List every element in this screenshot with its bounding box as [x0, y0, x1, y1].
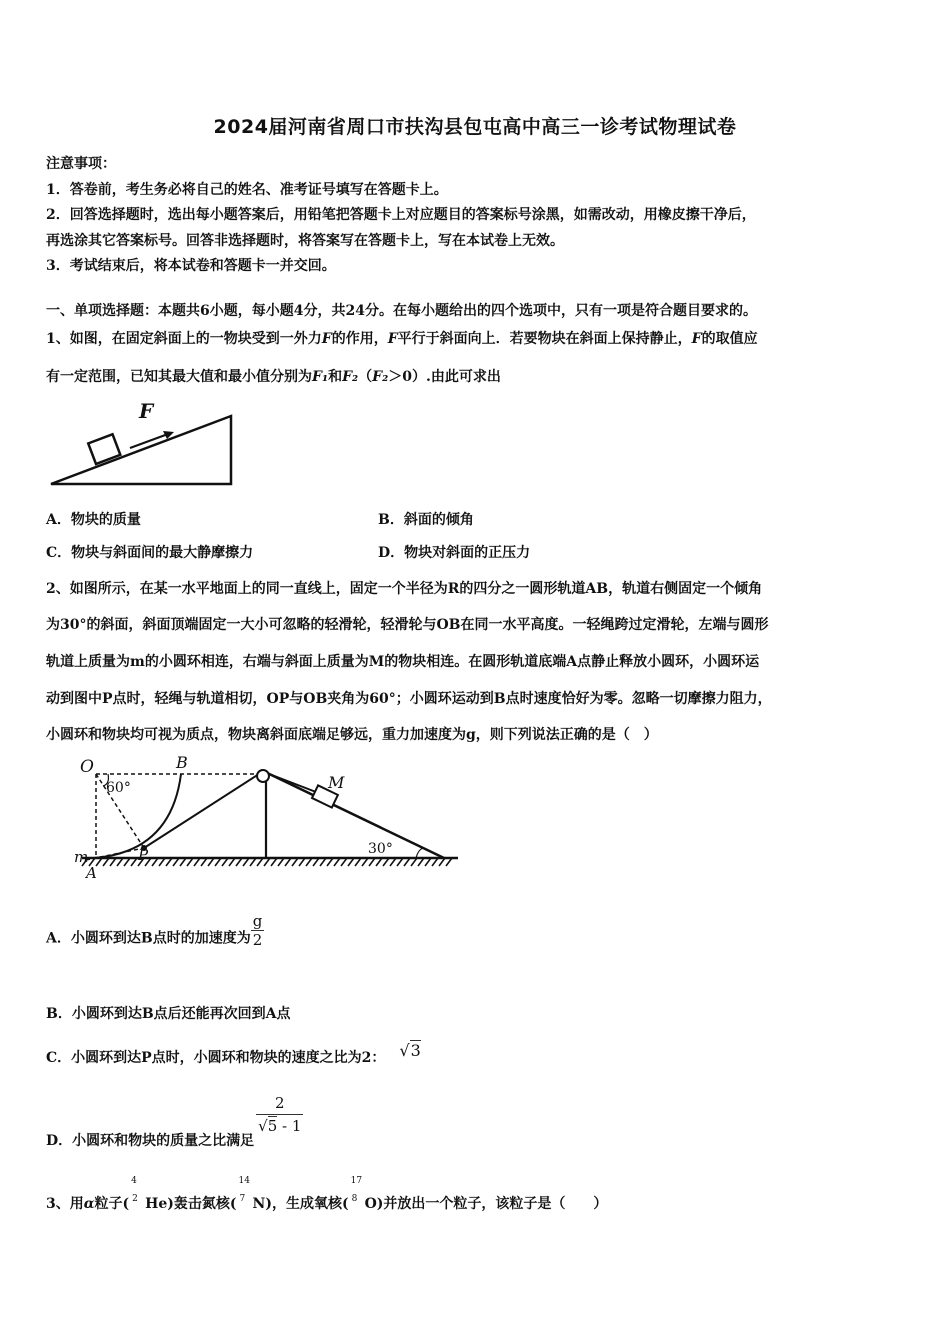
- q3-text: O)并放出一个粒子，该粒子是（ ）: [364, 1196, 608, 1212]
- label-30: 30°: [368, 841, 393, 857]
- label-60: 60°: [106, 780, 131, 796]
- q3-text: He)轰击氮核(: [145, 1196, 237, 1212]
- notice-item-1: 1．答卷前，考生务必将自己的姓名、准考证号填写在答题卡上。: [46, 182, 448, 198]
- notice-item-2-cont: 再选涂其它答案标号。回答非选择题时，将答案写在答题卡上，写在本试卷上无效。: [46, 233, 564, 249]
- mass-number: 17: [350, 1176, 363, 1186]
- q1-var: F₂: [372, 369, 389, 385]
- q2-line-1: 2、如图所示，在某一水平地面上的同一直线上，固定一个半径为R的四分之一圆形轨道AB，轨道右侧固定一个倾角: [46, 581, 763, 597]
- q3-text: 粒子(: [94, 1196, 130, 1212]
- notice-item-3: 3．考试结束后，将本试卷和答题卡一并交回。: [46, 258, 336, 274]
- fraction-g-over-2: [251, 912, 265, 949]
- q1-text: 有一定范围，已知其最大值和最小值分别为: [46, 369, 312, 385]
- pulley: [257, 770, 269, 782]
- mass-number: 14: [238, 1176, 250, 1186]
- q3-text: 3、用: [46, 1196, 84, 1212]
- atomic-number: 7: [239, 1194, 246, 1204]
- label-a: A: [86, 864, 97, 882]
- atomic-number: 8: [351, 1194, 358, 1204]
- alpha-symbol: α: [83, 1196, 95, 1212]
- incline-wedge: [51, 416, 231, 484]
- q2-option-c[interactable]: [46, 1041, 421, 1067]
- q1-line-2: [46, 366, 501, 386]
- q1-text: ＞0）.由此可求出: [388, 369, 501, 385]
- q1-var: F: [691, 331, 702, 347]
- fraction-2-over-root5-minus-1: [256, 1094, 303, 1135]
- label-p: P: [138, 846, 149, 864]
- fraction-numerator: g: [252, 912, 263, 930]
- q1-text: 1、如图，在固定斜面上的一物块受到一外力: [46, 331, 322, 347]
- fraction-denominator: 2: [251, 930, 265, 949]
- q1-var: F: [321, 331, 332, 347]
- fraction-numerator: 2: [256, 1094, 303, 1115]
- q3-text: N)，生成氧核(: [252, 1196, 349, 1212]
- q1-line-1: [46, 328, 758, 348]
- incline-slope: [261, 770, 444, 858]
- radicand: 5: [267, 1117, 278, 1135]
- rope-left: [144, 774, 259, 848]
- q2-line-4: 动到图中P点时，轻绳与轨道相切，OP与OB夹角为60°；小圆环运动到B点时速度恰好为零。忽略一切摩擦力阻力，: [46, 691, 772, 707]
- option-text: C．小圆环到达P点时，小圆环和物块的速度之比为2：: [46, 1050, 386, 1066]
- mass-number: 4: [131, 1176, 137, 1186]
- q1-var: F: [387, 331, 398, 347]
- q1-option-d[interactable]: D．物块对斜面的正压力: [378, 545, 531, 561]
- notice-heading: 注意事项：: [46, 156, 116, 172]
- q1-text: （: [358, 369, 373, 385]
- q2-option-d[interactable]: [46, 1094, 303, 1149]
- notice-item-2: 2．回答选择题时，选出每小题答案后，用铅笔把答题卡上对应题目的答案标号涂黑，如需改动，用橡皮擦干净后，: [46, 207, 756, 223]
- sqrt-3: √3: [399, 1041, 421, 1060]
- atomic-number: 2: [132, 1194, 138, 1204]
- label-o: O: [80, 757, 94, 777]
- q1-var: F₂: [342, 369, 359, 385]
- helium-isotope: [129, 1176, 145, 1208]
- section-heading: 一、单项选择题：本题共6小题，每小题4分，共24分。在每小题给出的四个选项中，只有一项是符合题目要求的。: [46, 303, 757, 319]
- q1-text: 和: [328, 369, 343, 385]
- fraction-denominator: √5 - 1: [258, 1117, 302, 1135]
- oxygen-isotope: [349, 1176, 365, 1208]
- q1-incline-figure: [46, 396, 241, 491]
- q1-text: 的取值应: [701, 331, 758, 347]
- label-m-small: m: [74, 848, 89, 866]
- q1-text: 的作用，: [331, 331, 388, 347]
- q1-var: F₁: [312, 369, 329, 385]
- label-b: B: [176, 753, 188, 772]
- radicand: 3: [410, 1041, 421, 1060]
- q2-track-figure: [46, 752, 466, 882]
- q2-line-2: 为30°的斜面，斜面顶端固定一大小可忽略的轻滑轮，轻滑轮与OB在同一水平高度。一轻绳跨过定滑轮，左端与圆形: [46, 617, 769, 633]
- q1-text: 平行于斜面向上．若要物块在斜面上保持静止，: [397, 331, 692, 347]
- q3-line: [46, 1176, 608, 1213]
- q2-line-5: 小圆环和物块均可视为质点，物块离斜面底端足够远，重力加速度为g，则下列说法正确的是（ ）: [46, 727, 658, 743]
- q2-option-b[interactable]: B．小圆环到达B点后还能再次回到A点: [46, 1006, 291, 1022]
- option-text: A．小圆环到达B点时的加速度为: [46, 930, 251, 947]
- option-text: D．小圆环和物块的质量之比满足: [46, 1132, 255, 1149]
- page-title: 2024届河南省周口市扶沟县包屯高中高三一诊考试物理试卷: [213, 116, 737, 138]
- force-label: F: [139, 399, 154, 423]
- q1-option-b[interactable]: B．斜面的倾角: [378, 512, 474, 528]
- q2-line-3: 轨道上质量为m的小圆环相连，右端与斜面上质量为M的物块相连。在圆形轨道底端A点静止释放小圆环，小圆环运: [46, 654, 760, 670]
- denominator-rest: - 1: [277, 1117, 302, 1135]
- angle-30-arc: [416, 848, 423, 858]
- q1-option-a[interactable]: A．物块的质量: [46, 512, 141, 528]
- q2-option-a[interactable]: [46, 912, 264, 957]
- label-m-big: M: [328, 773, 345, 792]
- q1-option-c[interactable]: C．物块与斜面间的最大静摩擦力: [46, 545, 254, 561]
- nitrogen-isotope: [237, 1176, 253, 1208]
